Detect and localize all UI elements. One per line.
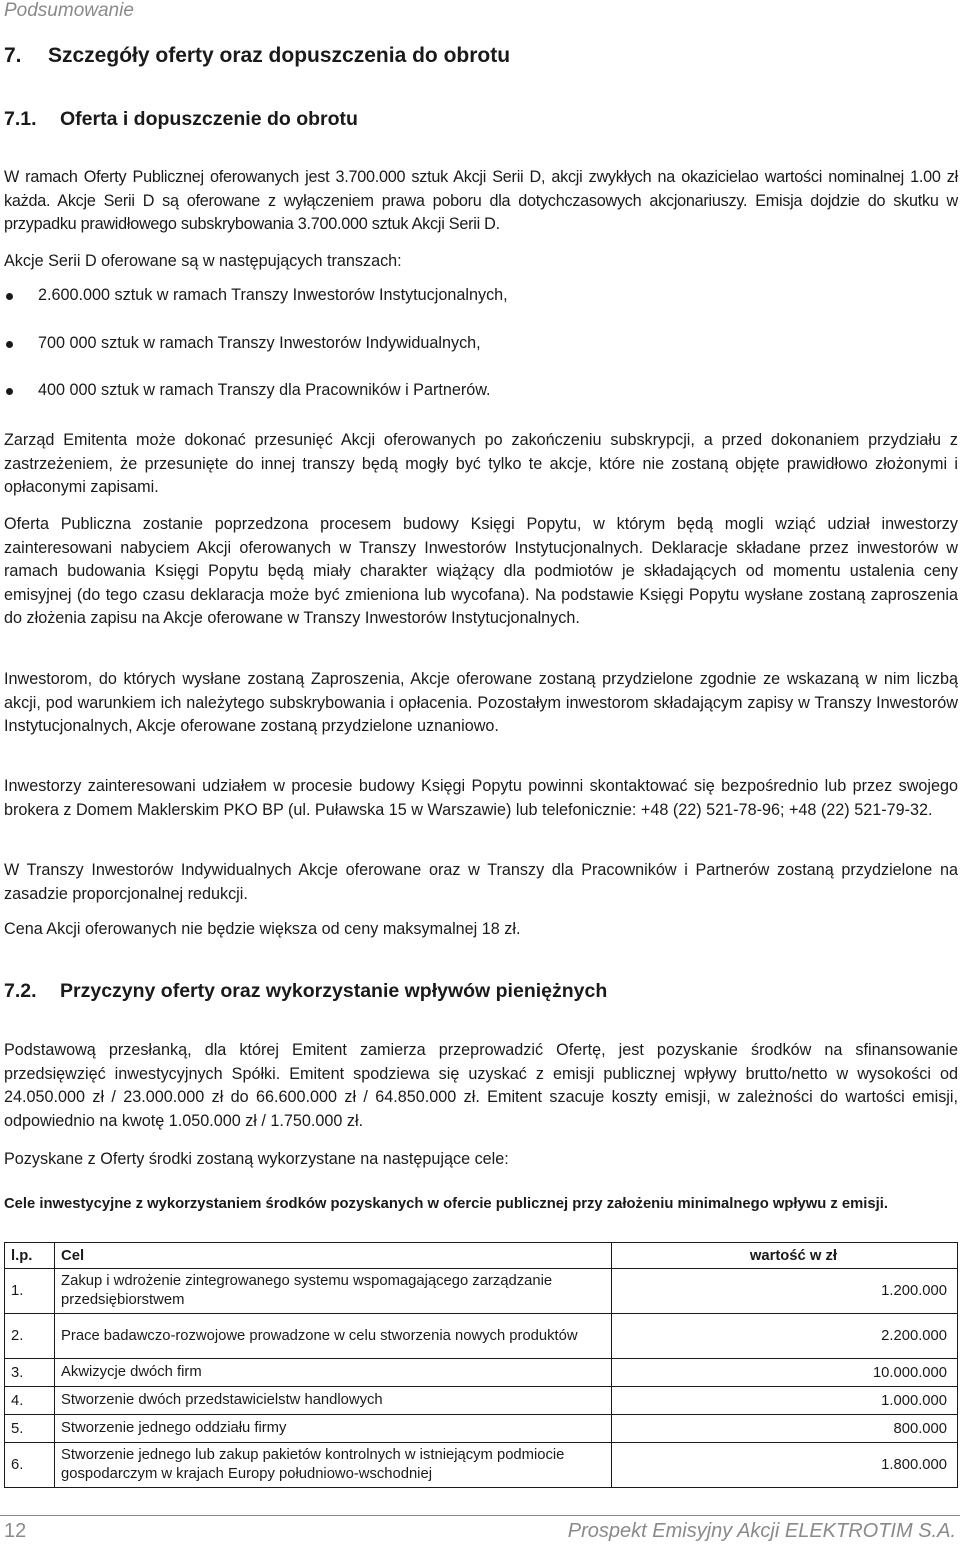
section-number: 7.2. (4, 980, 37, 1002)
paragraph-goals-intro: Pozyskane z Oferty środki zostaną wykorzystane na następujące cele: (4, 1150, 509, 1168)
header-cel: Cel (55, 1243, 612, 1269)
list-item: 400 000 sztuk w ramach Transzy dla Pracowników i Partnerów. (4, 379, 904, 427)
running-header: Podsumowanie (4, 0, 134, 21)
header-value: wartość w zł (611, 1243, 957, 1269)
bullet-icon (6, 388, 13, 395)
footer-document-title: Prospekt Emisyjny Akcji ELEKTROTIM S.A. (567, 1520, 956, 1542)
paragraph-offer-intro: W ramach Oferty Publicznej oferowanych jest 3.700.000 sztuk Akcji Serii D, akcji zwykłych na okazicielao wartości nominalnej 1.00 zł każda. Akcje Serii D są oferowane z wyłączeniem prawa poboru dla dotychczasowych akcjonariuszy. Emisja dojdzie do skutku w przypadku prawidłowego subskrybowania 3.700.000 sztuk Akcji Serii D. (4, 168, 958, 234)
section-7-heading (4, 44, 510, 68)
paragraph-retail-reduction: W Transzy Inwestorów Indywidualnych Akcje oferowane oraz w Transzy dla Pracowników i Partnerów zostaną przydzielone na zasadzie proporcjonalnej redukcji. (4, 861, 958, 903)
section-7-2-heading (4, 980, 607, 1003)
section-title: Szczegóły oferty oraz dopuszczenia do obrotu (48, 44, 511, 67)
tranches-list (4, 284, 904, 427)
paragraph-proceeds: Podstawową przesłanką, dla której Emitent zamierza przeprowadzić Ofertę, jest pozyskanie środków na sfinansowanie przedsięwzięć inwestycyjnych Spółki. Emitent spodziewa się uzyskać z emisji publicznej wpływy brutto/netto w wysokości od 24.050.000 zł / 23.000.000 zł do 66.600.000 zł / 64.850.000 zł. Emitent szacuje koszty emisji, w zależności do wartości emisji, odpowiednio na kwotę 1.050.000 zł / 1.750.000 zł. (4, 1041, 958, 1130)
section-title: Przyczyny oferty oraz wykorzystanie wpływów pieniężnych (60, 980, 608, 1002)
table-row: 3. Akwizycje dwóch firm 10.000.000 (5, 1359, 958, 1387)
bullet-icon (6, 341, 13, 348)
table-caption: Cele inwestycyjne z wykorzystaniem środków pozyskanych w ofercie publicznej przy założeniu minimalnego wpływu z emisji. (4, 1196, 888, 1212)
paragraph-tranches-intro: Akcje Serii D oferowane są w następujących transzach: (4, 252, 402, 270)
table-row: 2. Prace badawczo-rozwojowe prowadzone w celu stworzenia nowych produktów 2.200.000 (5, 1314, 958, 1359)
paragraph-allocation: Inwestorom, do których wysłane zostaną Zaproszenia, Akcje oferowane zostaną przydzielone zgodnie ze wskazaną w nim liczbą akcji, pod warunkiem ich należytego subskrybowania i opłacenia. Pozostałym inwestorom składającym zapisy w Transzy Inwestorów Instytucjonalnych, Akcje oferowane zostaną przydzielone uznaniowo. (4, 670, 958, 736)
page-number: 12 (4, 1520, 27, 1542)
paragraph-contact: Inwestorzy zainteresowani udziałem w procesie budowy Księgi Popytu powinni skontaktować się bezpośrednio lub przez swojego brokera z Domem Maklerskim PKO BP (ul. Puławska 15 w Warszawie) lub telefonicznie: +48 (22) 521-78-96; +48 (22) 521-79-32. (4, 777, 958, 819)
list-item: 2.600.000 sztuk w ramach Transzy Inwestorów Instytucjonalnych, (4, 284, 904, 332)
table-row: 4. Stworzenie dwóch przedstawicielstw handlowych 1.000.000 (5, 1387, 958, 1415)
list-item: 700 000 sztuk w ramach Transzy Inwestorów Indywidualnych, (4, 332, 904, 380)
section-number: 7.1. (4, 108, 37, 130)
table-row: 6. Stworzenie jednego lub zakup pakietów kontrolnych w istniejącym podmiocie gospodarczym w krajach Europy południowo-wschodniej 1.800.000 (5, 1443, 958, 1488)
table-row: 1. Zakup i wdrożenie zintegrowanego systemu wspomagającego zarządzanie przedsiębiorstwem 1.200.000 (5, 1269, 958, 1314)
section-number: 7. (4, 44, 22, 67)
table-row: 5. Stworzenie jednego oddziału firmy 800.000 (5, 1415, 958, 1443)
bullet-icon (6, 293, 13, 300)
section-title: Oferta i dopuszczenie do obrotu (60, 108, 358, 130)
paragraph-board-shift: Zarząd Emitenta może dokonać przesunięć Akcji oferowanych po zakończeniu subskrypcji, a przed dokonaniem przydziału z zastrzeżeniem, że przesunięte do innej transzy będą mogły być tylko te akcje, które nie zostaną objęte prawidłowo złożonymi i opłaconymi zapisami. (4, 431, 958, 497)
table-header-row (5, 1243, 958, 1269)
paragraph-book-building: Oferta Publiczna zostanie poprzedzona procesem budowy Księgi Popytu, w którym będą mogli wziąć udział inwestorzy zainteresowani nabyciem Akcji oferowanych w Transzy Inwestorów Instytucjonalnych. Deklaracje składane przez inwestorów w ramach budowania Księgi Popytu będą miały charakter wiążący dla podmiotów je składających od momentu ustalenia ceny emisyjnej (do tego czasu deklaracja może być zmieniona lub wycofana). Na podstawie Księgi Popytu wysłane zostaną zaproszenia do złożenia zapisu na Akcje oferowane w Transzy Inwestorów Instytucjonalnych. (4, 515, 958, 628)
section-7-1-heading (4, 108, 358, 131)
header-lp: l.p. (5, 1243, 55, 1269)
paragraph-max-price: Cena Akcji oferowanych nie będzie większa od ceny maksymalnej 18 zł. (4, 920, 521, 938)
footer-divider (0, 1515, 960, 1516)
investment-goals-table (4, 1242, 958, 1488)
